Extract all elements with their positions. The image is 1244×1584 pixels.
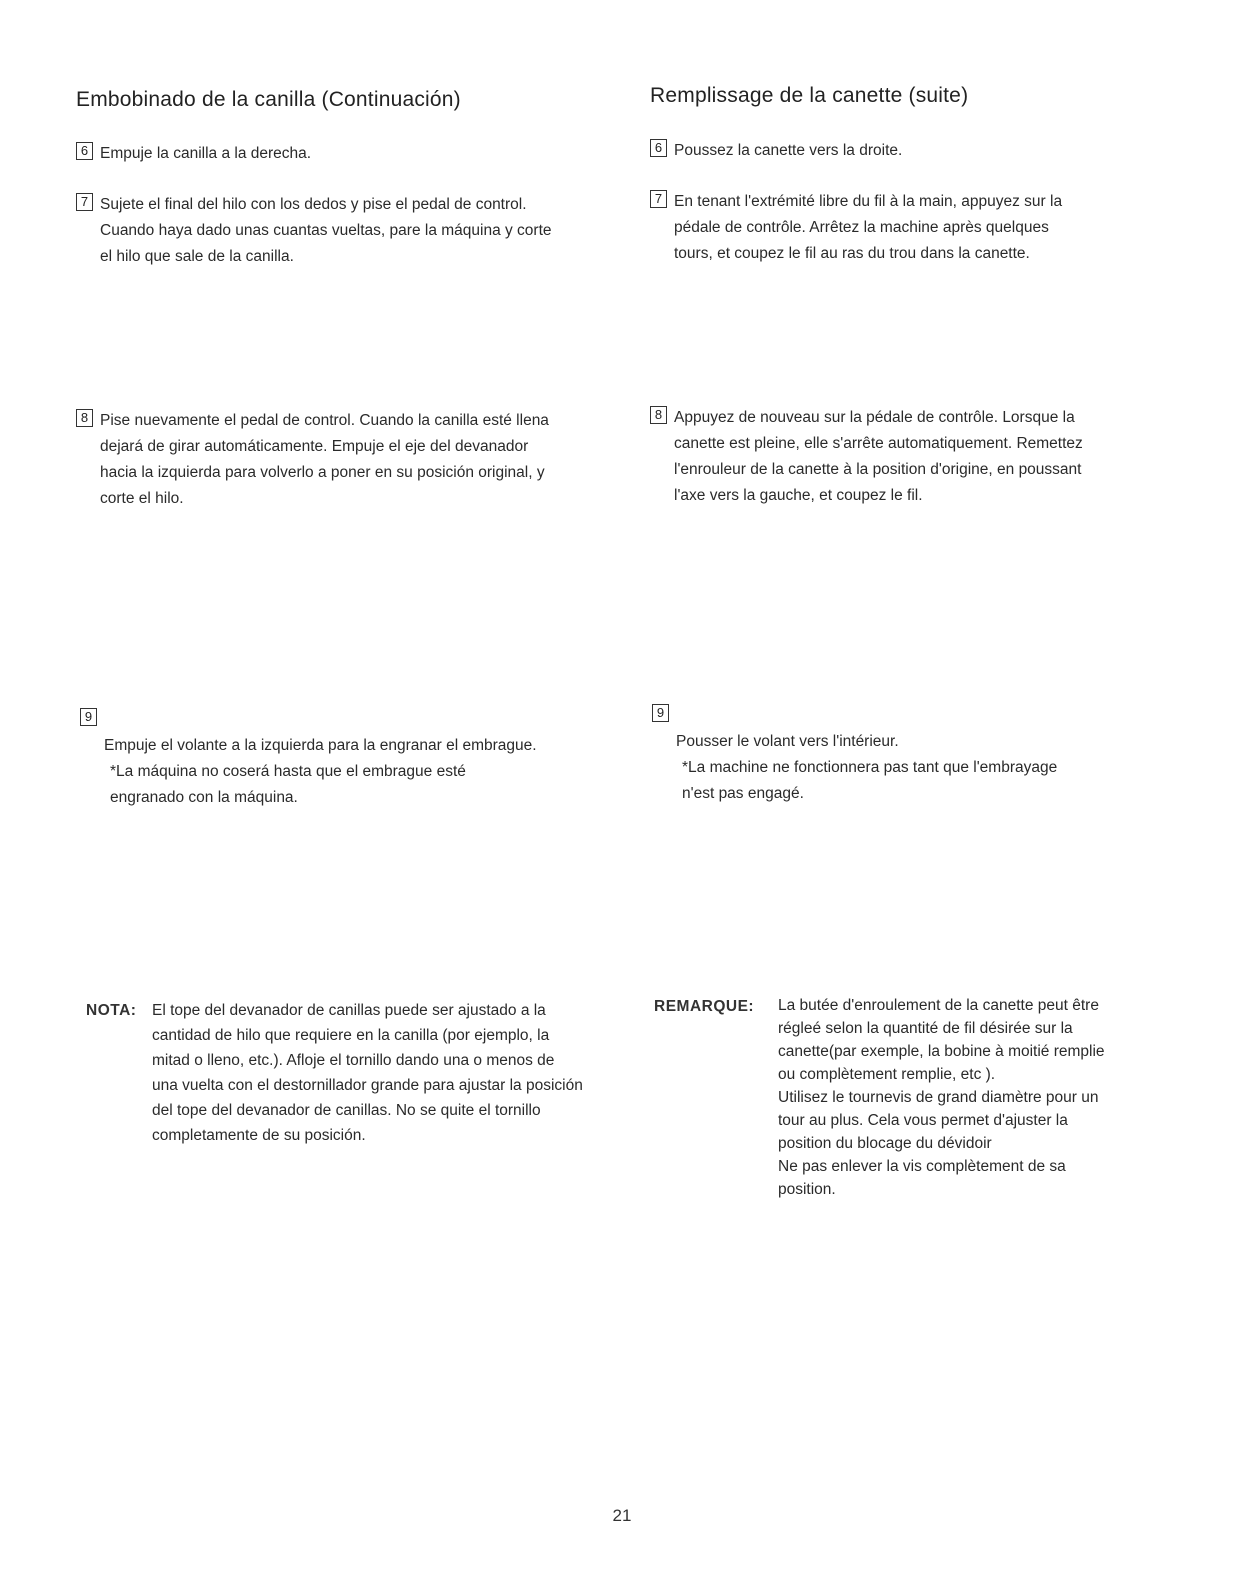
step-text: Empuje la canilla a la derecha. [100,145,312,162]
spanish-step-9 [80,707,537,837]
step-main-text: Empuje el volante a la izquierda para la engranar el embrague. [104,737,537,754]
spanish-step-8 [76,408,549,512]
step-number-box: 7 [650,190,667,208]
note-label: NOTA: [86,1002,137,1019]
spanish-step-7 [76,192,552,270]
step-number-box: 9 [652,704,669,722]
note-text: La butée d'enroulement de la canette peut être régleé selon la quantité de fil désirée sur la canette(par exemple, la bobine à moitié remplie ou complètement remplie, etc ). Utilisez le tournevis de grand diamètre pour un tour au plus. Cela vous permet d'ajuster la position du blocage du dévidoir Ne pas enlever la vis complètement de sa position. [778,997,1105,1198]
step-number-box: 6 [76,142,93,160]
french-step-6 [650,138,902,164]
step-text: Sujete el final del hilo con los dedos y pise el pedal de control. Cuando haya dado unas cuantas vueltas, pare la máquina y corte el hilo que sale de la canilla. [100,196,552,265]
spanish-step-6 [76,141,311,167]
spanish-note [86,998,583,1148]
step-footnote: *La machine ne fonctionnera pas tant que l'embrayage n'est pas engagé. [682,759,1058,802]
step-number-box: 9 [80,708,97,726]
step-text: En tenant l'extrémité libre du fil à la main, appuyez sur la pédale de contrôle. Arrêtez la machine après quelques tours, et coupez le fil au ras du trou dans la canette. [674,193,1063,262]
note-text: El tope del devanador de canillas puede ser ajustado a la cantidad de hilo que requiere en la canilla (por ejemplo, la mitad o lleno, etc.). Afloje el tornillo dando una o menos de una vuelta con el destornillador grande para ajustar la posición del tope del devanador de canillas. No se quite el tornillo completamente de su posición. [152,1002,583,1144]
step-text [676,703,1057,833]
step-text: Appuyez de nouveau sur la pédale de contrôle. Lorsque la canette est pleine, elle s'arrête automatiquement. Remettez l'enrouleur de la canette à la position d'origine, en poussant l'axe vers la gauche, et coupez le fil. [674,409,1083,504]
french-note [654,994,1105,1201]
french-step-9 [652,703,1057,833]
spanish-section-title: Embobinado de la canilla (Continuación) [76,88,461,111]
step-text [104,707,537,837]
step-text: Pise nuevamente el pedal de control. Cuando la canilla esté llena dejará de girar automáticamente. Empuje el eje del devanador hacia la izquierda para volverlo a poner en su posición original, y corte el hilo. [100,412,549,507]
page-number: 21 [612,1506,632,1525]
note-label: REMARQUE: [654,998,755,1015]
french-section-title: Remplissage de la canette (suite) [650,84,969,107]
step-footnote: *La máquina no coserá hasta que el embrague esté engranado con la máquina. [110,763,466,806]
french-step-8 [650,405,1083,509]
step-number-box: 8 [76,409,93,427]
step-text: Poussez la canette vers la droite. [674,142,903,159]
step-number-box: 6 [650,139,667,157]
step-main-text: Pousser le volant vers l'intérieur. [676,733,899,750]
step-number-box: 7 [76,193,93,211]
step-number-box: 8 [650,406,667,424]
french-step-7 [650,189,1062,267]
